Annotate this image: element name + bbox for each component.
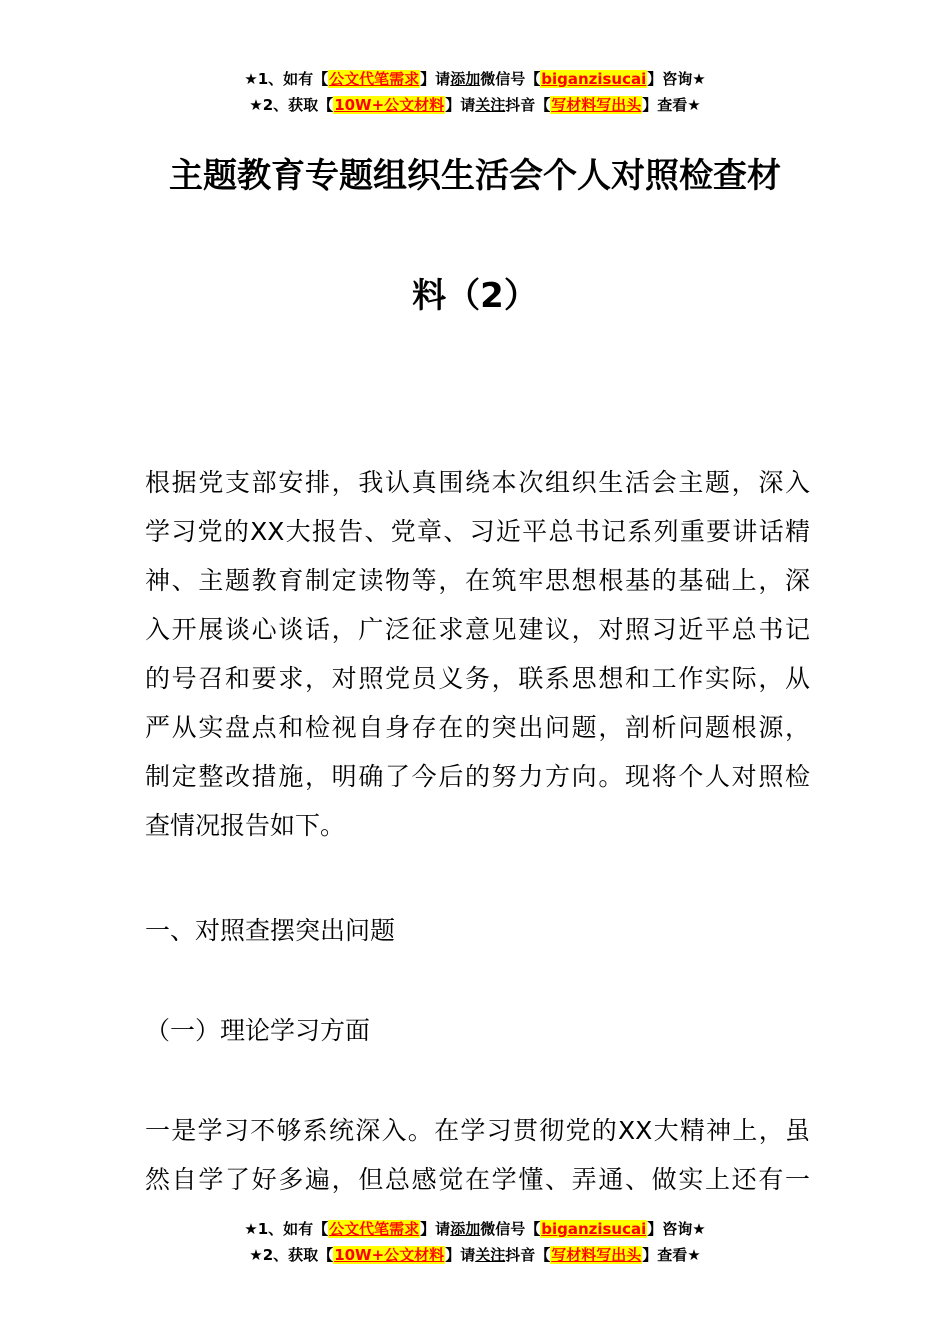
highlight-materials: 10W+公文材料: [334, 1246, 445, 1264]
highlight-douyin: 写材料写出头: [551, 96, 642, 114]
highlight-wechat-id: biganzisucai: [541, 70, 647, 88]
section-heading: 一、对照查摆突出问题: [145, 916, 396, 945]
paragraph-line: 学习党的XX大报告、党章、习近平总书记系列重要讲话精: [145, 517, 810, 546]
banner-line-1: ★1、如有【公文代笔需求】请添加微信号【biganzisucai】咨询★: [244, 70, 706, 88]
header-banner: [0, 66, 950, 118]
subsection-heading: （一）理论学习方面: [145, 1016, 371, 1045]
paragraph-line: 入开展谈心谈话，广泛征求意见建议，对照习近平总书记: [145, 615, 810, 644]
paragraph-line: 查情况报告如下。: [145, 811, 346, 840]
paragraph-line: 一是学习不够系统深入。在学习贯彻党的XX大精神上，虽: [145, 1116, 810, 1145]
paragraph-line: 神、主题教育制定读物等，在筑牢思想根基的基础上，深: [145, 566, 810, 595]
paragraph-line: 严从实盘点和检视自身存在的突出问题，剖析问题根源，: [145, 713, 810, 742]
paragraph-line: 制定整改措施，明确了今后的努力方向。现将个人对照检: [145, 762, 810, 791]
document-title-line-1: 主题教育专题组织生活会个人对照检查材: [169, 156, 781, 196]
banner-line-2: ★2、获取【10W+公文材料】请关注抖音【写材料写出头】查看★: [249, 1246, 701, 1264]
highlight-douyin: 写材料写出头: [551, 1246, 642, 1264]
intro-paragraph: [145, 458, 810, 850]
footer-banner: [0, 1216, 950, 1268]
highlight-materials: 10W+公文材料: [334, 96, 445, 114]
banner-line-1: ★1、如有【公文代笔需求】请添加微信号【biganzisucai】咨询★: [244, 1220, 706, 1238]
highlight-wechat-id: biganzisucai: [541, 1220, 647, 1238]
highlight-service: 公文代笔需求: [329, 70, 420, 88]
document-title-line-2: 料（2）: [412, 276, 538, 316]
problem-paragraph: [145, 1106, 810, 1204]
banner-line-2: ★2、获取【10W+公文材料】请关注抖音【写材料写出头】查看★: [249, 96, 701, 114]
paragraph-line: 然自学了好多遍，但总感觉在学懂、弄通、做实上还有一: [145, 1165, 810, 1194]
paragraph-line: 根据党支部安排，我认真围绕本次组织生活会主题，深入: [145, 468, 810, 497]
highlight-service: 公文代笔需求: [329, 1220, 420, 1238]
paragraph-line: 的号召和要求，对照党员义务，联系思想和工作实际，从: [145, 664, 810, 693]
